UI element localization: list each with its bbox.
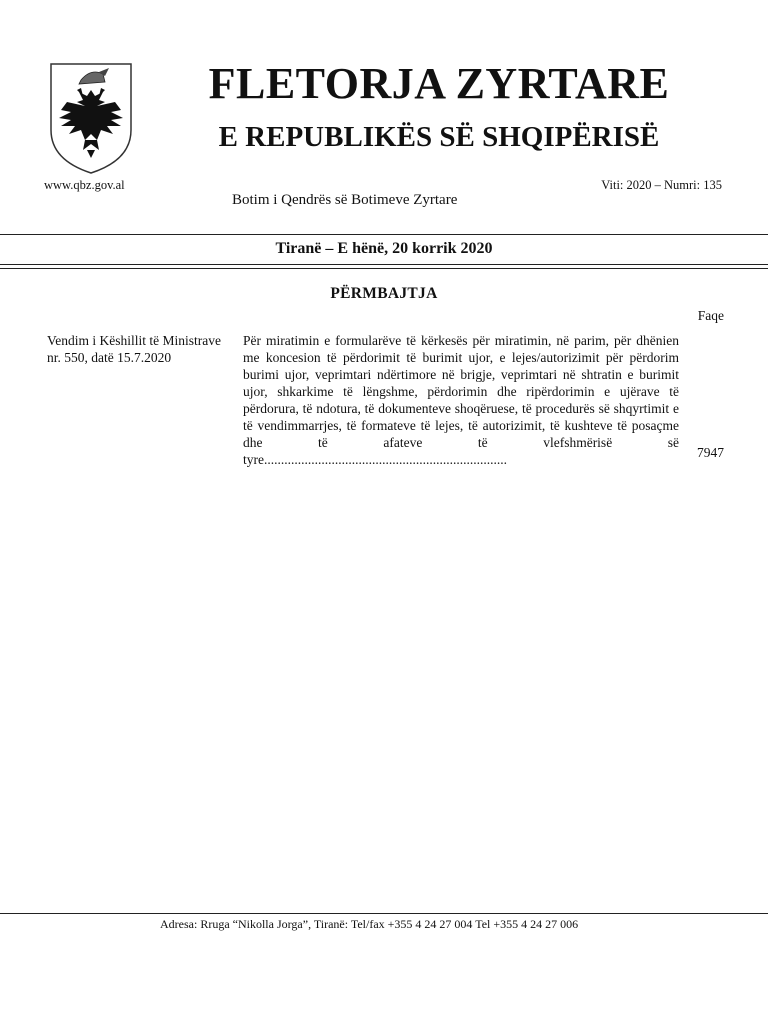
entry-source: Vendim i Këshillit të Ministrave nr. 550, datë 15.7.2020 bbox=[47, 333, 221, 365]
date-divider-bottom bbox=[0, 268, 768, 269]
issue-date: Tiranë – E hënë, 20 korrik 2020 bbox=[275, 240, 493, 257]
website-link[interactable]: www.qbz.gov.al bbox=[44, 178, 125, 192]
entry-title-link[interactable]: Për miratimin e formularëve të kërkesës për miratimin, në parim, për dhënien me koncesion të përdorimit të burimit ujor, e lejes/autorizimit për përdorim burimi ujor, veprimtari ndërtimore në brigje, veprimtari në shtratin e burimit ujor, shkarkime të lëngshme, përdorimin dhe ripërdorimin e ujërave të përdorura, të ndotura, të dokumenteve shoqëruese, të procedurës së shqyrtimit e të vendimmarrjes, të formateve të lejes, të autorizimit, të kushteve të posaçme dhe të afateve të vlefshmërisë së tyre........................................................................ bbox=[243, 333, 679, 467]
page-column-label: Faqe bbox=[697, 308, 724, 323]
header-divider bbox=[0, 234, 768, 235]
date-divider-top bbox=[0, 264, 768, 265]
contents-heading: PËRMBAJTJA bbox=[330, 285, 438, 302]
publisher-line: Botim i Qendrës së Botimeve Zyrtare bbox=[232, 192, 458, 208]
entry-page-number[interactable]: 7947 bbox=[697, 445, 724, 460]
issue-number: Viti: 2020 – Numri: 135 bbox=[601, 178, 722, 192]
gazette-title: FLETORJA ZYRTARE bbox=[208, 59, 670, 108]
footer-divider bbox=[0, 913, 768, 914]
footer-address: Adresa: Rruga “Nikolla Jorga”, Tiranë: Tel/fax +355 4 24 27 004 Tel +355 4 24 27 006 bbox=[160, 917, 579, 931]
gazette-subtitle: E REPUBLIKËS SË SHQIPËRISË bbox=[218, 121, 660, 153]
